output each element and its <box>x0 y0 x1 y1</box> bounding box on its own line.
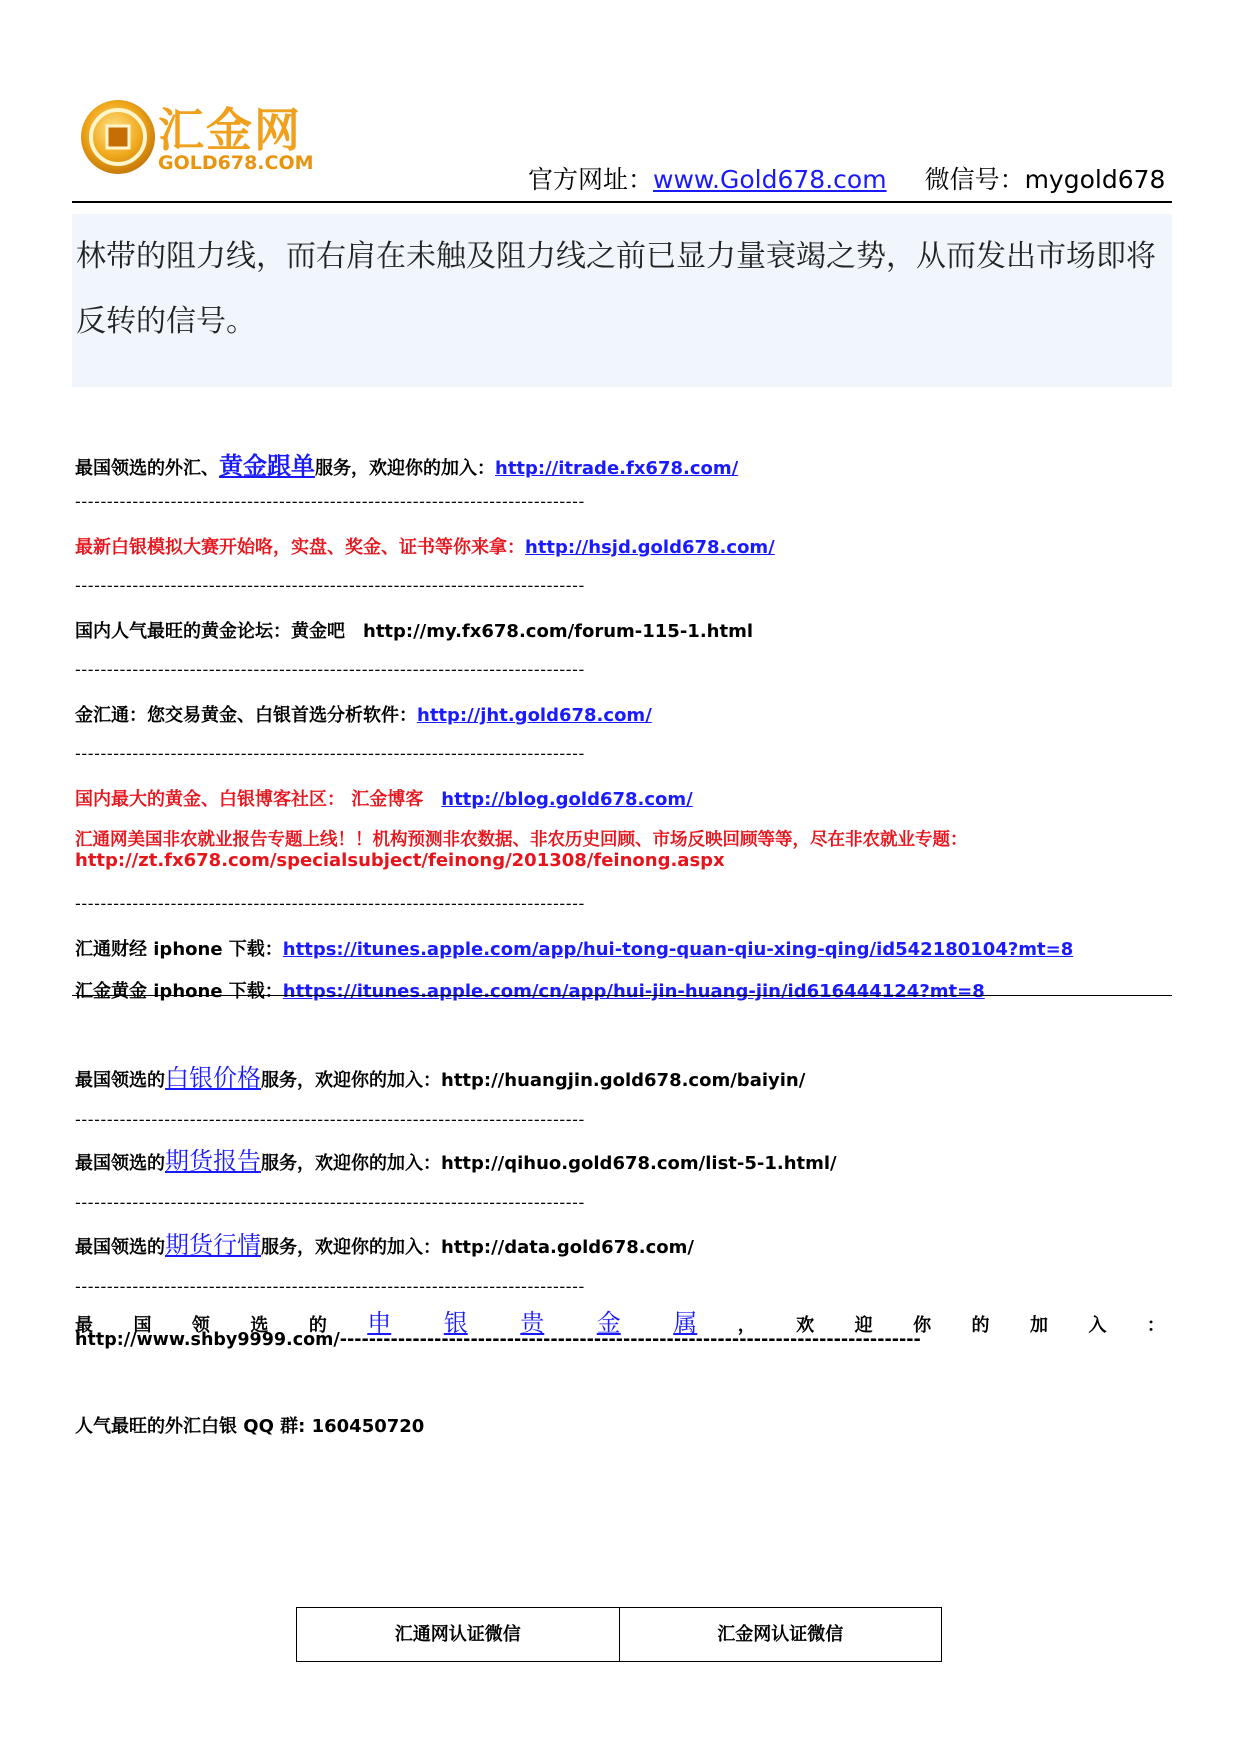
promo-gold-forum: 国内人气最旺的黄金论坛：黄金吧 http://my.fx678.com/forum-115-1.html <box>75 621 754 642</box>
promo-text: 服务，欢迎你的加入： <box>315 458 495 479</box>
promo-text: 服务，欢迎你的加入：http://data.gold678.com/ <box>261 1237 694 1258</box>
promo-text: 最新白银模拟大赛开始咯，实盘、奖金、证书等你来拿： <box>75 537 525 558</box>
promo-keyword-link[interactable]: 白银价格 <box>165 1064 261 1092</box>
promo-shby-url: http://www.shby9999.com/-------------------------------------------------------------------------------- <box>75 1330 921 1350</box>
logo-text-cn: 汇金网 <box>158 103 302 157</box>
promo-gold-copytrade <box>75 446 738 481</box>
promo-silver-contest <box>75 533 775 559</box>
promo-text: 金汇通：您交易黄金、白银首选分析软件： <box>75 705 417 726</box>
promo-futures-quotes <box>75 1225 694 1260</box>
promo-text: 最国领选的外汇、 <box>75 458 219 479</box>
site-label: 官方网址： <box>528 165 654 194</box>
promo-link[interactable]: http://hsjd.gold678.com/ <box>525 537 775 558</box>
promo-iphone-fx <box>75 935 1073 961</box>
promo-link[interactable]: http://jht.gold678.com/ <box>417 705 652 726</box>
char: 的 <box>308 1315 327 1336</box>
wechat-cell-fx678: 汇通网认证微信 <box>394 1624 521 1645</box>
char: 入 <box>1088 1315 1107 1336</box>
char: 最 <box>75 1315 93 1336</box>
excerpt-text: 林带的阻力线，而右肩在未触及阻力线之前已显力量衰竭之势，从而发出市场即将反转的信号。 <box>76 239 1156 339</box>
char: ： <box>1146 1315 1165 1336</box>
promo-iphone-gold <box>75 977 985 1003</box>
char: 申 <box>367 1309 392 1337</box>
promo-keyword-link[interactable]: 期货报告 <box>165 1147 261 1175</box>
promo-link[interactable]: https://itunes.apple.com/cn/app/hui-jin-huang-jin/id616444124?mt=8 <box>282 981 985 1002</box>
promo-futures-report <box>75 1141 837 1176</box>
char: 选 <box>250 1315 269 1336</box>
promo-link[interactable]: http://itrade.fx678.com/ <box>495 458 739 479</box>
char: 银 <box>443 1309 468 1337</box>
promo-text: 最国领选的 <box>75 1153 165 1174</box>
section-divider <box>72 995 1172 996</box>
char: 迎 <box>854 1315 873 1336</box>
char: 的 <box>971 1315 990 1336</box>
char: 国 <box>133 1315 152 1336</box>
char: 领 <box>191 1315 210 1336</box>
promo-keyword-link[interactable]: 期货行情 <box>165 1231 261 1259</box>
wechat-id: 微信号：mygold678 <box>924 165 1166 194</box>
promo-text: 服务，欢迎你的加入：http://huangjin.gold678.com/baiyin/ <box>261 1070 806 1091</box>
wechat-table <box>296 1607 942 1662</box>
promo-keyword-link[interactable]: 黄金跟单 <box>219 452 315 480</box>
dashed-separator: -------------------------------------------------------------------------------- <box>75 660 585 679</box>
dashed-separator: -------------------------------------------------------------------------------- <box>75 1110 585 1129</box>
wechat-cell-gold678: 汇金网认证微信 <box>619 1608 942 1661</box>
logo-text-en: GOLD678.COM <box>158 152 314 174</box>
promo-link[interactable]: http://blog.gold678.com/ <box>441 789 693 810</box>
char: 金 <box>596 1309 621 1337</box>
promo-jht-software <box>75 701 652 727</box>
promo-blog <box>75 785 693 811</box>
dashed-separator: -------------------------------------------------------------------------------- <box>75 576 585 595</box>
promo-link[interactable]: https://itunes.apple.com/app/hui-tong-quan-qiu-xing-qing/id542180104?mt=8 <box>282 939 1074 960</box>
gold678-logo[interactable] <box>78 92 338 182</box>
site-info <box>528 160 1165 196</box>
header-divider <box>72 201 1172 203</box>
promo-silver-price <box>75 1058 805 1093</box>
char: 加 <box>1029 1315 1048 1336</box>
promo-text: 最国领选的 <box>75 1237 165 1258</box>
site-link[interactable]: www.Gold678.com <box>653 165 887 194</box>
promo-text: 服务，欢迎你的加入：http://qihuo.gold678.com/list-5-1.html/ <box>261 1153 837 1174</box>
dashed-separator: -------------------------------------------------------------------------------- <box>75 1193 585 1212</box>
promo-text: 最国领选的 <box>75 1070 165 1091</box>
promo-text: 国内最大的黄金、白银博客社区： 汇金博客 <box>75 789 442 810</box>
article-excerpt <box>72 214 1172 387</box>
dashed-separator: -------------------------------------------------------------------------------- <box>75 492 585 511</box>
promo-nonfarm-line1: 汇通网美国非农就业报告专题上线！！机构预测非农数据、非农历史回顾、市场反映回顾等等，尽在非农就业专题： <box>75 830 968 850</box>
dashed-separator: -------------------------------------------------------------------------------- <box>75 1277 585 1296</box>
char: 属 <box>673 1309 698 1337</box>
promo-nonfarm-link[interactable]: http://zt.fx678.com/specialsubject/feinong/201308/feinong.aspx <box>75 850 725 871</box>
char: ， <box>737 1315 756 1336</box>
char: 欢 <box>796 1315 815 1336</box>
dashed-separator: -------------------------------------------------------------------------------- <box>75 744 585 763</box>
char: 贵 <box>520 1309 545 1337</box>
promo-qq-group: 人气最旺的外汇白银 QQ 群: 160450720 <box>75 1416 425 1437</box>
dashed-separator: -------------------------------------------------------------------------------- <box>75 894 585 913</box>
char: 你 <box>913 1315 932 1336</box>
promo-text: 汇金黄金 iphone 下载： <box>75 981 283 1002</box>
promo-text: 汇通财经 iphone 下载： <box>75 939 283 960</box>
